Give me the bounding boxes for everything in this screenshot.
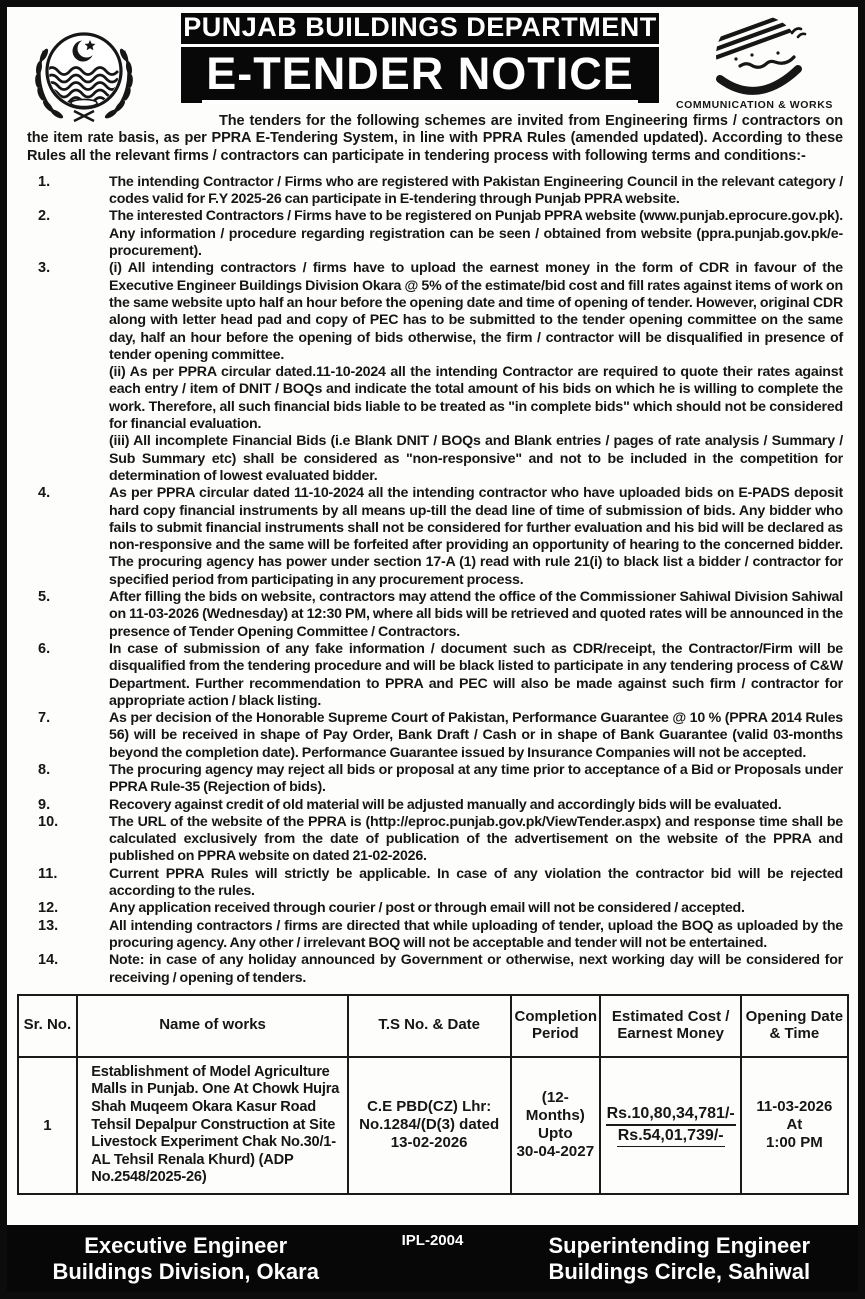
term-number: 6. [38, 640, 51, 657]
estimated-cost-value: Rs.10,80,34,781/- [606, 1104, 736, 1126]
completion-line: Upto [538, 1125, 573, 1143]
term-text: (ii) As per PPRA circular dated.11-10-2024 all the intending Contractor are required to quote their rates against each entry / item of DNIT / BOQs and indicate the total amount of his bids on which he is willing to complete the work. Therefore, all such financial bids liable to be treated as "in complete bids" which should not be considered for financial evaluation. [109, 364, 843, 433]
column-header-ts-no-date: T.S No. & Date [348, 995, 511, 1057]
term-item-5 [7, 589, 843, 641]
cell-name-of-works: Establishment of Model Agriculture Malls in Punjab. One At Chowk Hujra Shah Muqeem Okara Kasur Road Tehsil Depalpur Construction at Site Livestock Experiment Chak No.30/1-AL Tehsil Renala Khurd) (ADP No.2548/2025-26) [77, 1057, 348, 1194]
term-number: 11. [38, 865, 58, 882]
table-row [18, 1057, 848, 1194]
term-text: Note: in case of any holiday announced by Government or otherwise, next working day will be considered for receiving / opening of tenders. [109, 952, 843, 986]
term-item-6 [7, 641, 843, 710]
term-text: The intending Contractor / Firms who are registered with Pakistan Engineering Council in the relevant category / codes valid for F.Y 2025-26 can participate in E-tendering through Punjab PPRA website. [109, 173, 843, 208]
communication-works-logo-icon [680, 13, 830, 101]
opening-line: At [786, 1116, 803, 1134]
term-number: 1. [38, 173, 51, 190]
opening-line: 1:00 PM [766, 1134, 823, 1152]
term-text: Any application received through courier / post or through email will not be considered / accepted. [109, 900, 745, 917]
term-text: Current PPRA Rules will strictly be applicable. In case of any violation the contractor bid will be rejected according to the rules. [109, 865, 843, 900]
opening-line: 11-03-2026 [756, 1098, 833, 1116]
term-number: 5. [38, 589, 51, 606]
term-text: In case of submission of any fake information / document such as CDR/receipt, the Contractor/Firm will be disqualified from the tendering procedure and will be black listed to participate in any tendering process of C&W Department. Further recommendation to PPRA and PEC will also be made against such firm / contractor for appropriate action / black listing. [109, 640, 843, 709]
column-header-opening-date-time: Opening Date & Time [741, 995, 847, 1057]
term-text: The URL of the website of the PPRA is (http://eproc.punjab.gov.pk/ViewTender.aspx) and response time shall be calculated exclusively from the date of publication of the advertisement on the website of the PPRA and published on PPRA website on dated 21-02-2026. [109, 813, 843, 865]
cell-ts-no-date [348, 1057, 511, 1194]
completion-line: 30-04-2027 [516, 1143, 595, 1161]
terms-list [7, 174, 858, 987]
column-header-completion-period: Completion Period [511, 995, 601, 1057]
footer-left-line1: Executive Engineer [84, 1232, 288, 1258]
term-text: After filling the bids on website, contractors may attend the office of the Commissioner Sahiwal Division Sahiwal on 11-03-2026 (Wednesday) at 12:30 PM, where all bids will be retrieved and quoted rates will be announced in the presence of Tender Opening Committee / Contractors. [109, 589, 843, 640]
term-text: (i) All intending contractors / firms have to upload the earnest money in the form of CDR in favour of the Executive Engineer Buildings Division Okara @ 5% of the estimate/bid cost and fill rates against items of work on the same website upto half an hour before the opening date and time of opening of tender. However, original CDR along with letter head pad and copy of PEC has to be submitted to the tender opening committee on the same day, half an hour before the opening of bids otherwise, the firm / contractor will be disqualified in presence of tender opening committee. [109, 260, 843, 363]
intro-paragraph: The tenders for the following schemes are invited from Engineering firms / contractors on the item rate basis, as per PPRA E-Tendering System, in line with PPRA Rules (amended updated). According to these Rules all the relevant firms / contractors can participate in tendering process with following terms and conditions:- [27, 113, 843, 164]
earnest-money-value: Rs.54,01,739/- [617, 1126, 725, 1147]
table-header-row [18, 995, 848, 1057]
notice-title: E-TENDER NOTICE [202, 48, 638, 104]
footer-superintending-engineer [501, 1233, 858, 1285]
term-item-8 [7, 762, 843, 797]
term-text: As per PPRA circular dated 11-10-2024 all the intending contractor who have uploaded bids on E-PADS deposit hard copy financial instruments by all means up-till the dead line of time of submission of bids. Any bidder who fails to submit financial instruments shall not be considered for further evaluation and his bid will be declared as non-responsive and the same will be forfeited after providing an opportunity of hearing to the concerned bidder. The procuring agency has power under section 17-A (1) read with rule 21(i) to black list a bidder / contractor for specified period from participating in any procurement process. [109, 485, 843, 588]
punjab-government-crest-icon [23, 11, 151, 125]
term-number: 7. [38, 710, 51, 727]
cell-sr-no: 1 [18, 1057, 78, 1194]
term-item-7 [7, 710, 843, 762]
footer-executive-engineer [7, 1233, 364, 1285]
ts-line: 13-02-2026 [390, 1134, 468, 1152]
term-number: 3. [38, 260, 51, 277]
term-number: 2. [38, 208, 51, 225]
title-banner [181, 13, 659, 103]
header [7, 7, 858, 111]
term-number: 14. [38, 952, 59, 969]
footer-banner [7, 1225, 858, 1292]
column-header-estimated-cost: Estimated Cost / Earnest Money [600, 995, 741, 1057]
term-item-12 [7, 900, 843, 917]
department-title: PUNJAB BUILDINGS DEPARTMENT [181, 12, 659, 47]
term-item-13 [7, 918, 843, 953]
ts-line: No.1284/(D(3) dated [359, 1116, 500, 1134]
term-number: 10. [38, 813, 59, 830]
term-text: All intending contractors / firms are directed that while uploading of tender, upload the BOQ as uploaded by the procuring agency. Any other / irrelevant BOQ will not be acceptable and tender will not be entertained. [109, 917, 843, 951]
completion-line: (12-Months) [525, 1089, 585, 1125]
term-number: 4. [38, 485, 51, 502]
term-item-2 [7, 208, 843, 260]
term-item-9 [7, 797, 843, 814]
term-item-1 [7, 174, 843, 209]
term-number: 8. [38, 761, 51, 778]
term-number: 9. [38, 796, 51, 813]
term-item-4 [7, 485, 843, 589]
punjab-crest-svg [23, 13, 145, 125]
cell-completion-period [511, 1057, 601, 1194]
term-text: The procuring agency may reject all bids or proposal at any time prior to acceptance of a Bid or Proposals under PPRA Rule-35 (Rejection of bids). [109, 761, 843, 796]
footer-right-line2: Buildings Circle, Sahiwal [548, 1258, 811, 1284]
term-number: 12. [38, 900, 59, 917]
term-item-3 [7, 260, 843, 485]
term-item-11 [7, 866, 843, 901]
footer-left-line2: Buildings Division, Okara [52, 1258, 319, 1284]
cell-opening-date-time [741, 1057, 847, 1194]
communication-works-logo [659, 11, 850, 111]
ts-line: C.E PBD(CZ) Lhr: [367, 1098, 492, 1116]
term-item-10 [7, 814, 843, 866]
term-item-14 [7, 952, 843, 987]
cell-estimated-cost-earnest-money [600, 1057, 741, 1194]
works-table [17, 994, 849, 1195]
term-text: Recovery against credit of old material will be adjusted manually and accordingly bids will be evaluated. [109, 796, 782, 813]
footer-ipl-number: IPL-2004 [401, 1232, 464, 1249]
column-header-sr-no: Sr. No. [18, 995, 78, 1057]
term-text: The interested Contractors / Firms have to be registered on Punjab PPRA website (www.punjab.eprocure.gov.pk). Any information / procedure regarding registration can be seen / obtained from website (ppra.punjab.gov.pk/e-procurement). [109, 208, 843, 260]
column-header-name-of-works: Name of works [77, 995, 348, 1057]
communication-works-label: COMMUNICATION & WORKS [675, 99, 834, 111]
term-text: As per decision of the Honorable Supreme Court of Pakistan, Performance Guarantee @ 10 % (PPRA 2014 Rules 56) will be received in shape of Pay Order, Bank Draft / Cash or in shape of Bank Guarantee (valid 03-months beyond the completion date). Performance Guarantee issued by Insurance Companies will not be accepted. [109, 710, 843, 761]
term-text: (iii) All incomplete Financial Bids (i.e Blank DNIT / BOQs and Blank entries / pages of rate analysis / Summary / Sub Summary etc) shall be considered as "non-responsive" and not to be included in the competition for determination of lowest evaluated bidder. [109, 433, 843, 484]
term-number: 13. [38, 917, 59, 934]
footer-right-line1: Superintending Engineer [548, 1232, 811, 1258]
